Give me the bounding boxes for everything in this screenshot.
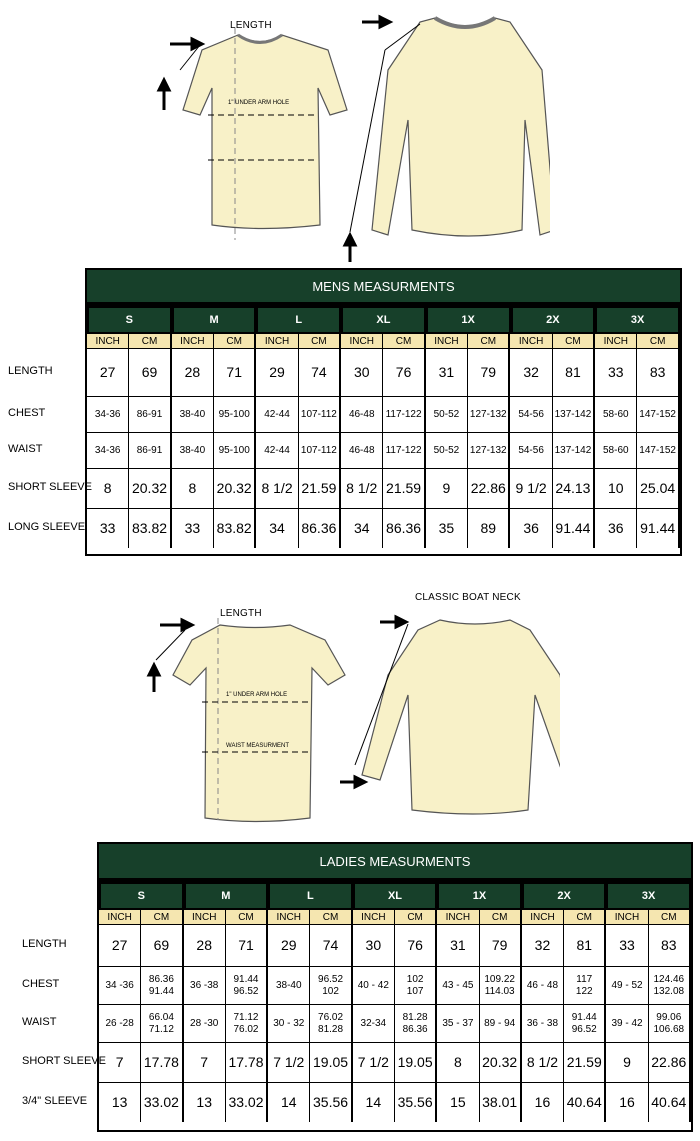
inch-value-cell: 28 — [172, 348, 214, 396]
cm-value-cell: 19.05 — [395, 1042, 437, 1082]
size-header-l: L — [256, 306, 341, 334]
cm-value-cell: 21.59 — [383, 468, 425, 508]
inch-value-cell: 58-60 — [595, 432, 637, 468]
inch-value-cell: 8 — [172, 468, 214, 508]
inch-value-cell: 16 — [522, 1082, 564, 1122]
inch-value-cell: 33 — [87, 508, 129, 548]
inch-value-cell: 30 — [353, 924, 395, 966]
cm-value-cell: 74 — [310, 924, 352, 966]
cm-value-cell: 76 — [395, 924, 437, 966]
inch-value-cell: 8 1/2 — [341, 468, 383, 508]
cm-value-cell: 33.02 — [226, 1082, 268, 1122]
size-header-row — [87, 306, 680, 334]
unit-label-inch: INCH — [606, 910, 648, 924]
unit-label-cm: CM — [214, 334, 256, 348]
row-label: LENGTH — [8, 365, 53, 377]
inch-value-cell: 14 — [353, 1082, 395, 1122]
cm-value-cell: 83 — [649, 924, 691, 966]
cm-value-cell: 91.44 — [553, 508, 595, 548]
unit-label-inch: INCH — [184, 910, 226, 924]
size-header-xl: XL — [353, 882, 438, 910]
size-header-3x: 3X — [595, 306, 680, 334]
unit-label-cm: CM — [310, 910, 352, 924]
cm-value-cell: 71.12 76.02 — [226, 1004, 268, 1042]
inch-value-cell: 27 — [99, 924, 141, 966]
table-row — [99, 924, 691, 966]
inch-value-cell: 8 — [87, 468, 129, 508]
cm-value-cell: 17.78 — [141, 1042, 183, 1082]
inch-value-cell: 33 — [595, 348, 637, 396]
table-row — [87, 348, 680, 396]
inch-value-cell: 28 — [184, 924, 226, 966]
cm-value-cell: 96.52 102 — [310, 966, 352, 1004]
unit-label-cm: CM — [649, 910, 691, 924]
unit-label-cm: CM — [129, 334, 171, 348]
cm-value-cell: 35.56 — [310, 1082, 352, 1122]
unit-label-inch: INCH — [256, 334, 298, 348]
cm-value-cell: 21.59 — [564, 1042, 606, 1082]
cm-value-cell: 22.86 — [468, 468, 510, 508]
ladies-table-title: LADIES MEASURMENTS — [97, 842, 693, 880]
inch-value-cell: 7 — [184, 1042, 226, 1082]
cm-value-cell: 89 — [468, 508, 510, 548]
size-header-2x: 2X — [511, 306, 596, 334]
cm-value-cell: 38.01 — [480, 1082, 522, 1122]
table-row — [99, 966, 691, 1004]
inch-value-cell: 36 - 38 — [522, 1004, 564, 1042]
row-label: CHEST — [22, 978, 60, 990]
mens-length-label: LENGTH — [230, 20, 272, 31]
ladies-armhole-label: 1" UNDER ARM HOLE — [226, 692, 288, 698]
cm-value-cell: 124.46 132.08 — [649, 966, 691, 1004]
mens-measurement-table — [85, 304, 682, 556]
cm-value-cell: 95-100 — [214, 432, 256, 468]
inch-value-cell: 28 -30 — [184, 1004, 226, 1042]
cm-value-cell: 127-132 — [468, 396, 510, 432]
row-label: 3/4" SLEEVE — [22, 1095, 88, 1107]
table-row — [99, 1082, 691, 1122]
cm-value-cell: 40.64 — [649, 1082, 691, 1122]
inch-value-cell: 40 - 42 — [353, 966, 395, 1004]
inch-value-cell: 36 -38 — [184, 966, 226, 1004]
inch-value-cell: 39 - 42 — [606, 1004, 648, 1042]
inch-value-cell: 9 — [606, 1042, 648, 1082]
unit-label-inch: INCH — [87, 334, 129, 348]
inch-value-cell: 42-44 — [256, 396, 298, 432]
ladies-measurement-table — [97, 880, 693, 1132]
row-label: SHORT SLEEVE — [8, 481, 92, 493]
cm-value-cell: 83 — [637, 348, 679, 396]
cm-value-cell: 79 — [480, 924, 522, 966]
cm-value-cell: 86.36 — [299, 508, 341, 548]
inch-value-cell: 34 -36 — [99, 966, 141, 1004]
cm-value-cell: 137-142 — [553, 396, 595, 432]
cm-value-cell: 74 — [299, 348, 341, 396]
inch-value-cell: 49 - 52 — [606, 966, 648, 1004]
unit-label-inch: INCH — [268, 910, 310, 924]
cm-value-cell: 86-91 — [129, 396, 171, 432]
inch-value-cell: 29 — [268, 924, 310, 966]
cm-value-cell: 102 107 — [395, 966, 437, 1004]
cm-value-cell: 117-122 — [383, 396, 425, 432]
inch-value-cell: 14 — [268, 1082, 310, 1122]
inch-value-cell: 16 — [606, 1082, 648, 1122]
inch-value-cell: 26 -28 — [99, 1004, 141, 1042]
inch-value-cell: 54-56 — [510, 432, 552, 468]
unit-label-inch: INCH — [426, 334, 468, 348]
inch-value-cell: 27 — [87, 348, 129, 396]
table-row — [99, 1042, 691, 1082]
unit-label-inch: INCH — [510, 334, 552, 348]
inch-value-cell: 33 — [606, 924, 648, 966]
inch-value-cell: 54-56 — [510, 396, 552, 432]
cm-value-cell: 91.44 — [637, 508, 679, 548]
inch-value-cell: 33 — [172, 508, 214, 548]
size-header-row — [99, 882, 691, 910]
cm-value-cell: 107-112 — [299, 432, 341, 468]
inch-value-cell: 38-40 — [172, 432, 214, 468]
cm-value-cell: 89 - 94 — [480, 1004, 522, 1042]
cm-value-cell: 99.06 106.68 — [649, 1004, 691, 1042]
cm-value-cell: 19.05 — [310, 1042, 352, 1082]
unit-label-inch: INCH — [437, 910, 479, 924]
inch-value-cell: 8 1/2 — [256, 468, 298, 508]
cm-value-cell: 109.22 114.03 — [480, 966, 522, 1004]
size-header-1x: 1X — [426, 306, 511, 334]
inch-value-cell: 9 1/2 — [510, 468, 552, 508]
unit-label-inch: INCH — [172, 334, 214, 348]
cm-value-cell: 86.36 91.44 — [141, 966, 183, 1004]
cm-value-cell: 17.78 — [226, 1042, 268, 1082]
unit-label-inch: INCH — [99, 910, 141, 924]
cm-value-cell: 117-122 — [383, 432, 425, 468]
mens-armhole-label: 1" UNDER ARM HOLE — [228, 100, 290, 106]
cm-value-cell: 20.32 — [480, 1042, 522, 1082]
inch-value-cell: 34 — [341, 508, 383, 548]
unit-label-inch: INCH — [595, 334, 637, 348]
unit-label-inch: INCH — [522, 910, 564, 924]
inch-value-cell: 32 — [522, 924, 564, 966]
cm-value-cell: 40.64 — [564, 1082, 606, 1122]
mens-table-title: MENS MEASURMENTS — [85, 268, 682, 304]
unit-label-cm: CM — [564, 910, 606, 924]
row-label: WAIST — [22, 1016, 57, 1028]
inch-value-cell: 34-36 — [87, 432, 129, 468]
inch-value-cell: 31 — [426, 348, 468, 396]
cm-value-cell: 147-152 — [637, 432, 679, 468]
ladies-length-label: LENGTH — [220, 608, 262, 619]
row-label: LENGTH — [22, 938, 67, 950]
cm-value-cell: 22.86 — [649, 1042, 691, 1082]
unit-label-inch: INCH — [353, 910, 395, 924]
inch-value-cell: 35 — [426, 508, 468, 548]
table-row — [87, 508, 680, 548]
inch-value-cell: 30 - 32 — [268, 1004, 310, 1042]
cm-value-cell: 107-112 — [299, 396, 341, 432]
size-header-m: M — [172, 306, 257, 334]
cm-value-cell: 86-91 — [129, 432, 171, 468]
mens-shirts-illustration — [150, 10, 550, 265]
row-label: LONG SLEEVE — [8, 521, 86, 533]
cm-value-cell: 79 — [468, 348, 510, 396]
unit-label-cm: CM — [553, 334, 595, 348]
cm-value-cell: 76 — [383, 348, 425, 396]
cm-value-cell: 147-152 — [637, 396, 679, 432]
cm-value-cell: 137-142 — [553, 432, 595, 468]
unit-label-cm: CM — [299, 334, 341, 348]
inch-value-cell: 35 - 37 — [437, 1004, 479, 1042]
unit-label-cm: CM — [395, 910, 437, 924]
cm-value-cell: 91.44 96.52 — [226, 966, 268, 1004]
inch-value-cell: 30 — [341, 348, 383, 396]
cm-value-cell: 21.59 — [299, 468, 341, 508]
inch-value-cell: 29 — [256, 348, 298, 396]
inch-value-cell: 31 — [437, 924, 479, 966]
inch-value-cell: 7 — [99, 1042, 141, 1082]
inch-value-cell: 8 1/2 — [522, 1042, 564, 1082]
inch-value-cell: 36 — [595, 508, 637, 548]
cm-value-cell: 69 — [141, 924, 183, 966]
cm-value-cell: 25.04 — [637, 468, 679, 508]
size-header-l: L — [268, 882, 353, 910]
ladies-neck-label: CLASSIC BOAT NECK — [415, 592, 521, 603]
inch-value-cell: 42-44 — [256, 432, 298, 468]
unit-label-cm: CM — [468, 334, 510, 348]
table-row — [87, 396, 680, 432]
inch-value-cell: 43 - 45 — [437, 966, 479, 1004]
cm-value-cell: 76.02 81.28 — [310, 1004, 352, 1042]
size-header-m: M — [184, 882, 269, 910]
cm-value-cell: 81 — [564, 924, 606, 966]
unit-label-cm: CM — [141, 910, 183, 924]
cm-value-cell: 95-100 — [214, 396, 256, 432]
cm-value-cell: 81 — [553, 348, 595, 396]
inch-value-cell: 38-40 — [172, 396, 214, 432]
inch-value-cell: 13 — [184, 1082, 226, 1122]
inch-value-cell: 15 — [437, 1082, 479, 1122]
ladies-shirts-illustration — [140, 600, 560, 830]
table-row — [87, 468, 680, 508]
cm-value-cell: 71 — [226, 924, 268, 966]
inch-value-cell: 7 1/2 — [353, 1042, 395, 1082]
table-row — [99, 1004, 691, 1042]
inch-value-cell: 50-52 — [426, 396, 468, 432]
inch-value-cell: 36 — [510, 508, 552, 548]
inch-value-cell: 58-60 — [595, 396, 637, 432]
cm-value-cell: 71 — [214, 348, 256, 396]
ladies-waist-label: WAIST MEASURMENT — [226, 743, 290, 749]
inch-value-cell: 8 — [437, 1042, 479, 1082]
table-row — [87, 432, 680, 468]
cm-value-cell: 69 — [129, 348, 171, 396]
cm-value-cell: 81.28 86.36 — [395, 1004, 437, 1042]
inch-value-cell: 34-36 — [87, 396, 129, 432]
unit-label-inch: INCH — [341, 334, 383, 348]
unit-header-row — [99, 910, 691, 924]
cm-value-cell: 33.02 — [141, 1082, 183, 1122]
unit-label-cm: CM — [383, 334, 425, 348]
size-header-s: S — [87, 306, 172, 334]
unit-label-cm: CM — [226, 910, 268, 924]
unit-label-cm: CM — [637, 334, 679, 348]
row-label: CHEST — [8, 407, 46, 419]
cm-value-cell: 127-132 — [468, 432, 510, 468]
inch-value-cell: 46 - 48 — [522, 966, 564, 1004]
cm-value-cell: 20.32 — [214, 468, 256, 508]
inch-value-cell: 32 — [510, 348, 552, 396]
unit-label-cm: CM — [480, 910, 522, 924]
cm-value-cell: 20.32 — [129, 468, 171, 508]
size-header-2x: 2X — [522, 882, 607, 910]
inch-value-cell: 38-40 — [268, 966, 310, 1004]
row-label: WAIST — [8, 443, 43, 455]
inch-value-cell: 32-34 — [353, 1004, 395, 1042]
inch-value-cell: 46-48 — [341, 396, 383, 432]
cm-value-cell: 83.82 — [214, 508, 256, 548]
inch-value-cell: 46-48 — [341, 432, 383, 468]
inch-value-cell: 13 — [99, 1082, 141, 1122]
inch-value-cell: 10 — [595, 468, 637, 508]
cm-value-cell: 91.44 96.52 — [564, 1004, 606, 1042]
inch-value-cell: 7 1/2 — [268, 1042, 310, 1082]
inch-value-cell: 34 — [256, 508, 298, 548]
row-label: SHORT SLEEVE — [22, 1055, 106, 1067]
cm-value-cell: 24.13 — [553, 468, 595, 508]
cm-value-cell: 66.04 71.12 — [141, 1004, 183, 1042]
size-header-1x: 1X — [437, 882, 522, 910]
inch-value-cell: 9 — [426, 468, 468, 508]
cm-value-cell: 35.56 — [395, 1082, 437, 1122]
cm-value-cell: 86.36 — [383, 508, 425, 548]
inch-value-cell: 50-52 — [426, 432, 468, 468]
size-header-3x: 3X — [606, 882, 691, 910]
size-header-xl: XL — [341, 306, 426, 334]
unit-header-row — [87, 334, 680, 348]
cm-value-cell: 83.82 — [129, 508, 171, 548]
size-header-s: S — [99, 882, 184, 910]
cm-value-cell: 117 122 — [564, 966, 606, 1004]
